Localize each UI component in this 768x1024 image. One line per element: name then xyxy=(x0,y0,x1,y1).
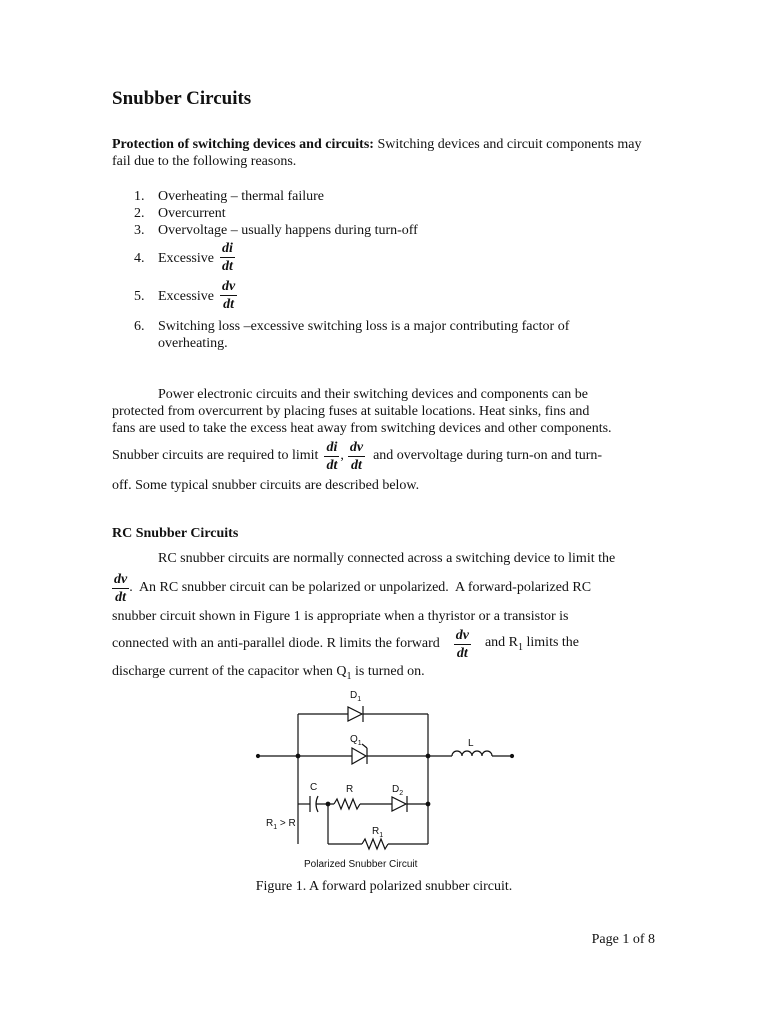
d2-diode-symbol xyxy=(392,797,406,811)
d1-label: $D_1$ xyxy=(350,690,362,703)
fraction-numerator: dv xyxy=(222,279,236,294)
fraction-denominator: dt xyxy=(223,297,235,312)
para2-line1: Power electronic circuits and their switching devices and components can be xyxy=(158,387,588,402)
input-terminal xyxy=(257,755,260,758)
para2-line4 xyxy=(112,437,655,475)
para2-line2: protected from overcurrent by placing fuses at suitable locations. Heat sinks, fins and xyxy=(112,404,590,419)
rc-line1: RC snubber circuits are normally connected across a switching device to limit the xyxy=(158,551,616,566)
dv-dt-fraction xyxy=(220,278,237,313)
para2-text: Snubber circuits are required to limit xyxy=(112,448,319,463)
list-number: 6. xyxy=(134,319,145,334)
list-text: Switching loss –excessive switching loss is a major contributing factor of xyxy=(158,319,570,334)
section-heading: RC Snubber Circuits xyxy=(112,526,239,541)
rc-text: . An RC snubber circuit can be polarized or unpolarized. A forward-polarized RC xyxy=(129,580,592,595)
d1-diode-symbol xyxy=(348,707,362,721)
resistor-r1-symbol xyxy=(362,839,388,849)
para2-line5: off. Some typical snubber circuits are described below. xyxy=(112,478,420,493)
snubber-circuit-diagram xyxy=(250,684,520,874)
rc-line3: snubber circuit shown in Figure 1 is appropriate when a thyristor or a transistor is xyxy=(112,609,569,624)
r1-gt-r-label: $R_1 > R$ xyxy=(266,818,296,831)
rc-line5 xyxy=(112,663,655,685)
rc-line2 xyxy=(112,569,655,607)
capacitor-label: C xyxy=(310,782,318,793)
fraction-numerator: dv xyxy=(455,627,469,643)
subscript: 1 xyxy=(518,641,524,653)
list-text: Overcurrent xyxy=(158,206,226,221)
inductor-symbol xyxy=(452,751,492,756)
junction-dot xyxy=(326,802,330,806)
page-number: Page 1 of 8 xyxy=(591,932,655,947)
output-terminal xyxy=(511,755,514,758)
list-text: Excessive xyxy=(158,251,214,266)
rc-text-part: is turned on. xyxy=(351,664,425,679)
rc-text-part: and R xyxy=(484,635,519,651)
rc-text: connected with an anti-parallel diode. R limits the forward xyxy=(112,636,440,651)
rc-line4 xyxy=(112,625,655,663)
list-number: 1. xyxy=(134,189,145,204)
list-number: 3. xyxy=(134,223,145,238)
fraction-numerator: dv xyxy=(349,439,364,455)
para2-line3: fans are used to take the excess heat away from switching devices and other components. xyxy=(112,421,612,436)
intro-text: Switching devices and circuit components may fail due to the following reasons. xyxy=(112,137,642,169)
list-text-continued: overheating. xyxy=(158,336,228,351)
intro-bold-heading: Protection of switching devices and circuits: xyxy=(112,137,374,152)
intro-paragraph xyxy=(112,136,655,170)
di-dt-fraction xyxy=(324,439,339,474)
list-text: Overheating – thermal failure xyxy=(158,189,324,204)
resistor-r1-label: $R_1$ xyxy=(372,826,384,839)
d2-label: $D_2$ xyxy=(392,784,404,797)
dv-dt-fraction xyxy=(112,571,129,606)
fraction-denominator: dt xyxy=(326,457,338,473)
subscript: 1 xyxy=(346,670,352,682)
rc-text-part: discharge current of the capacitor when Q xyxy=(112,664,347,679)
reasons-list xyxy=(134,188,654,358)
fraction-numerator: di xyxy=(222,241,233,256)
dv-dt-fraction xyxy=(348,439,365,474)
figure-caption: Figure 1. A forward polarized snubber circuit. xyxy=(255,879,513,894)
circuit-title: Polarized Snubber Circuit xyxy=(304,859,418,870)
fraction-numerator: dv xyxy=(114,571,128,587)
fraction-denominator: dt xyxy=(351,457,362,473)
q1-thyristor-symbol xyxy=(352,748,366,764)
list-number: 5. xyxy=(134,289,145,304)
rc-text xyxy=(485,635,579,653)
fraction-numerator: di xyxy=(326,439,338,455)
fraction-denominator: dt xyxy=(222,259,233,274)
page-title: Snubber Circuits xyxy=(112,88,252,109)
list-text: Excessive xyxy=(158,289,214,304)
fraction-denominator: dt xyxy=(456,645,468,661)
junction-dot xyxy=(426,802,430,806)
list-number: 4. xyxy=(134,251,145,266)
comma: , xyxy=(340,448,344,463)
q1-label: $Q_1$ xyxy=(350,734,362,747)
rc-text-part: limits the xyxy=(523,635,580,651)
list-text: Overvoltage – usually happens during turn-off xyxy=(158,223,418,238)
di-dt-fraction xyxy=(220,240,235,275)
junction-dot xyxy=(296,754,300,758)
dv-dt-fraction xyxy=(454,627,471,662)
resistor-r-label: R xyxy=(346,784,354,795)
fraction-denominator: dt xyxy=(115,589,127,605)
para2-text: and overvoltage during turn-on and turn- xyxy=(373,448,603,463)
inductor-label: L xyxy=(468,738,474,749)
resistor-r-symbol xyxy=(334,799,360,809)
q1-gate xyxy=(362,744,367,748)
list-number: 2. xyxy=(134,206,145,221)
